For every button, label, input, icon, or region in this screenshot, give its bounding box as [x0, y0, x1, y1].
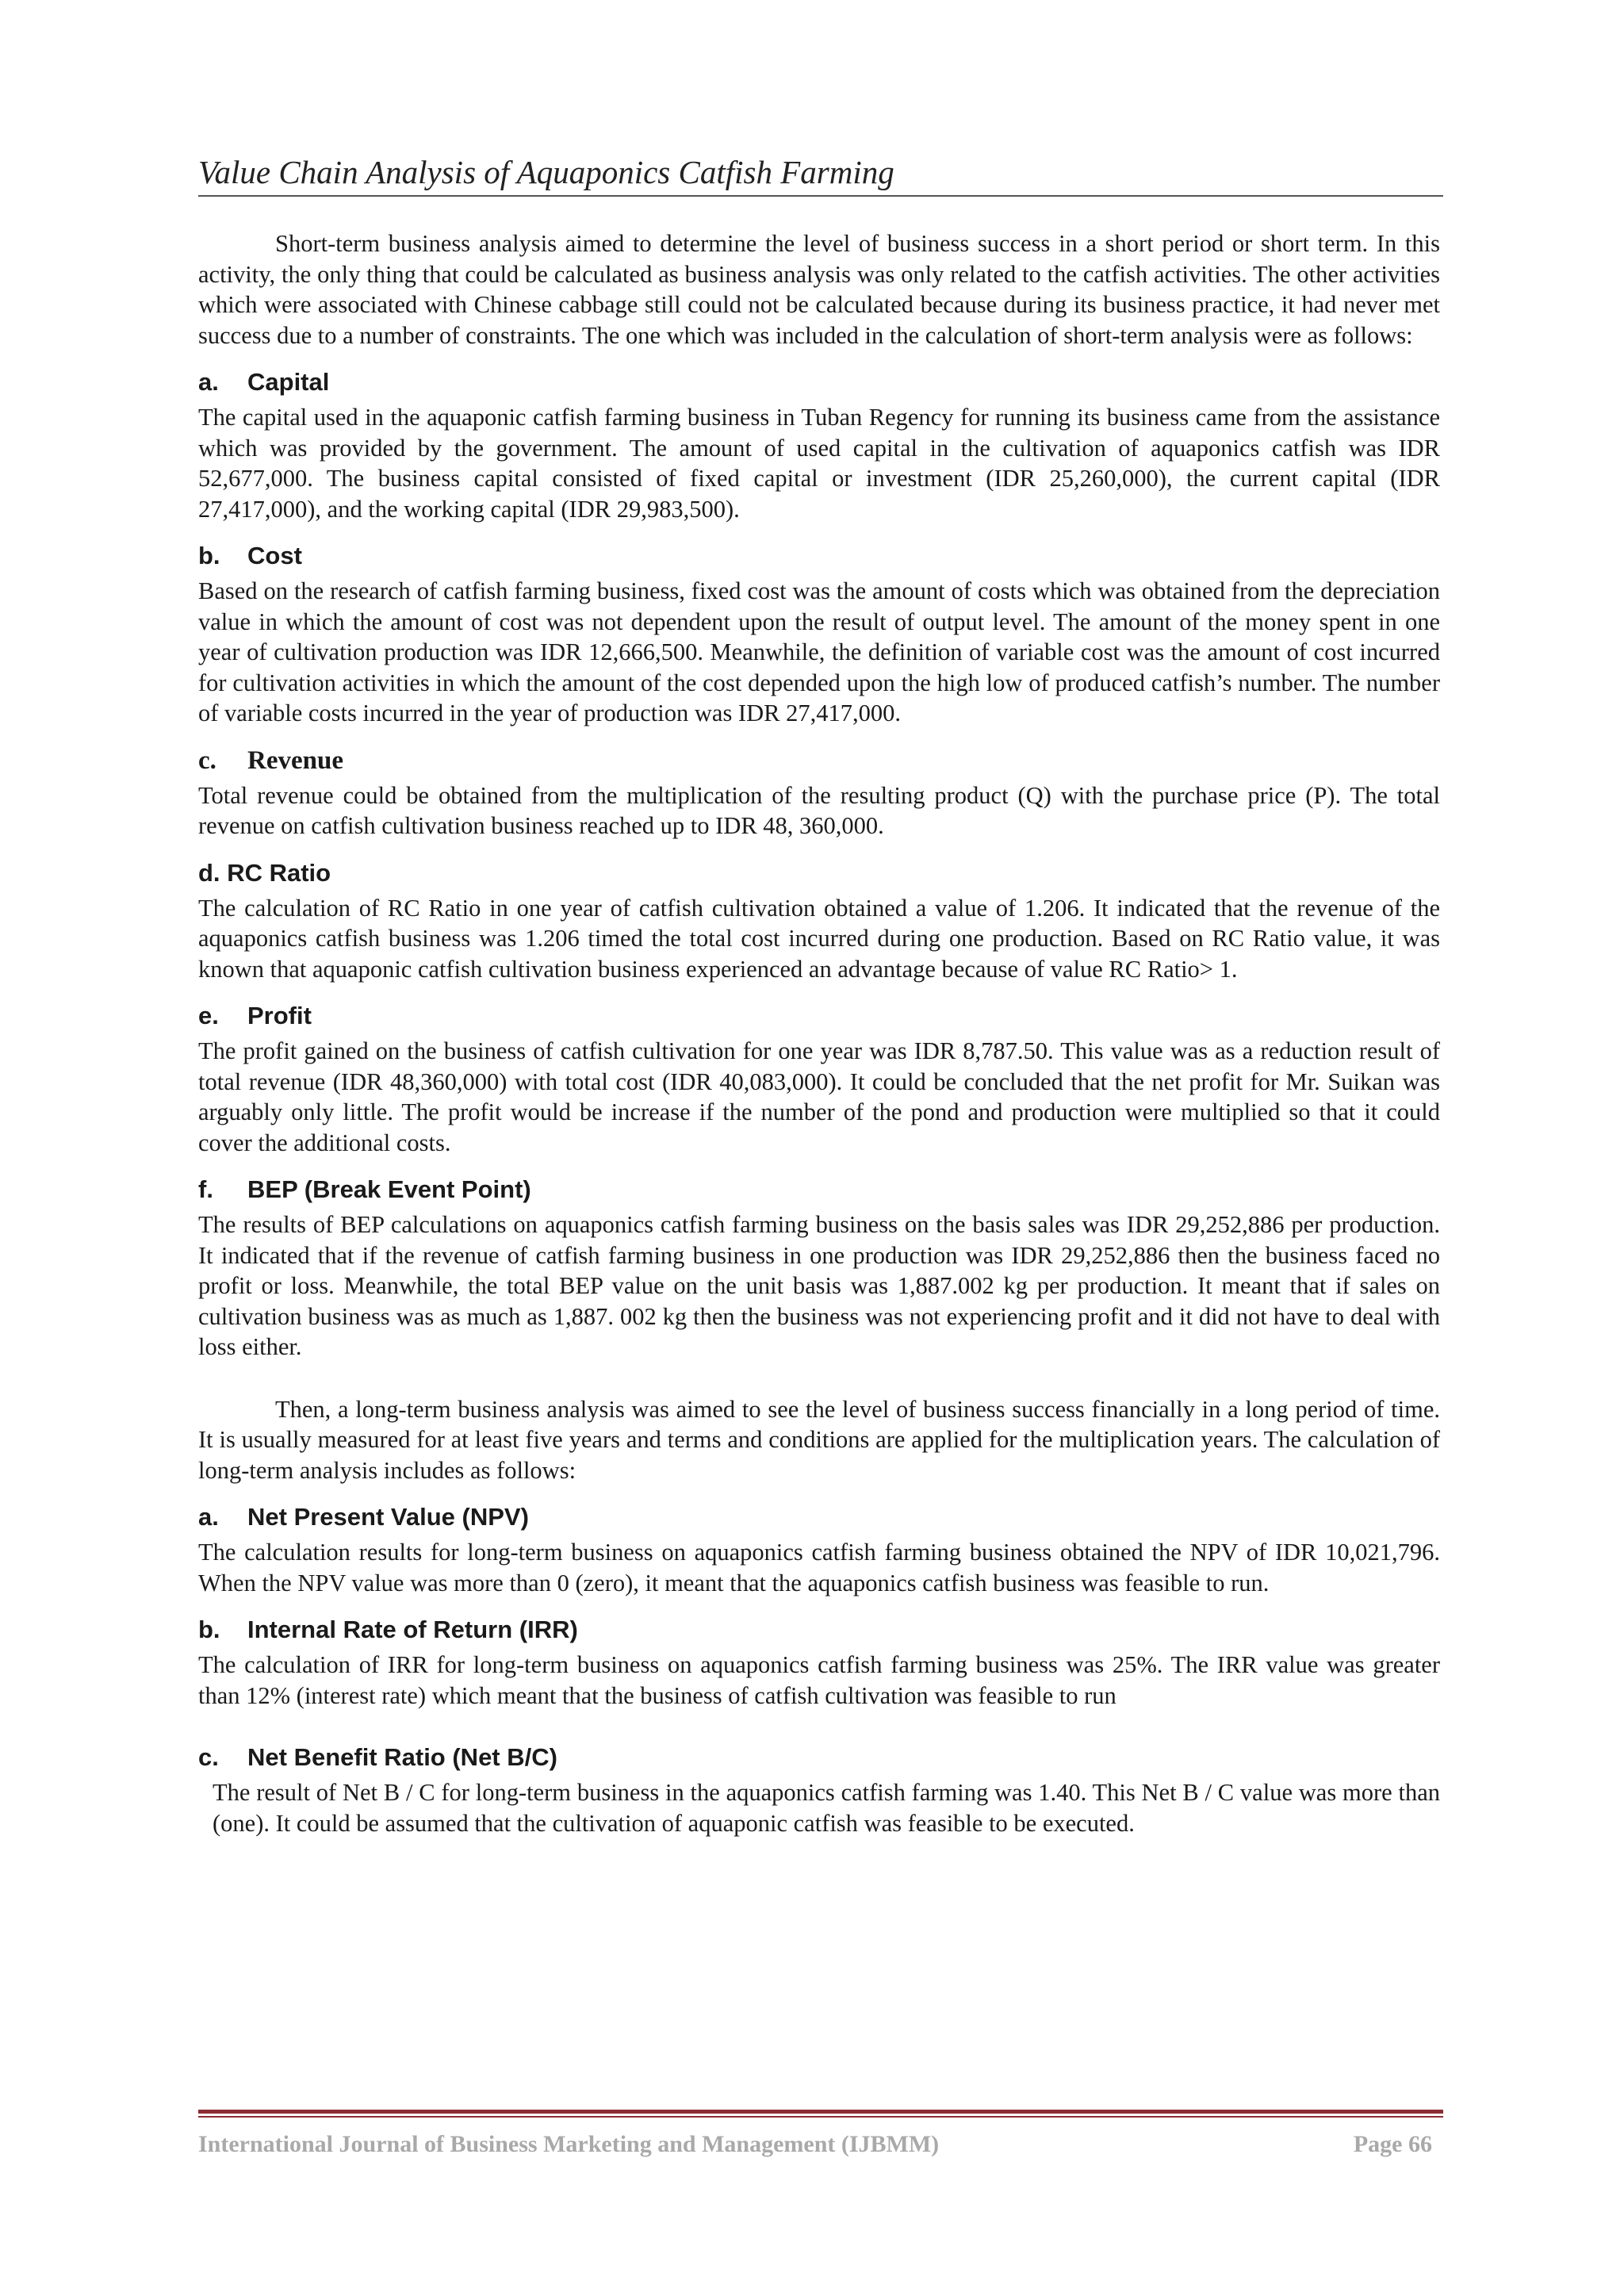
section-heading-bep — [198, 1175, 1440, 1205]
section-heading-npv — [198, 1502, 1440, 1532]
long-term-intro-paragraph: Then, a long-term business analysis was aimed to see the level of business success financially in a long period of time. It is usually measured for at least five years and terms and conditions are applied for the multiplication years. The calculation of long-term analysis includes as follows: — [198, 1395, 1440, 1484]
section-title: Net Benefit Ratio (Net B/C) — [247, 1743, 557, 1771]
footer-rule-thick — [198, 2110, 1443, 2114]
section-heading-net-bc — [198, 1742, 1440, 1773]
section-heading-cost — [198, 541, 1440, 571]
section-heading-profit — [198, 1001, 1440, 1031]
section-letter: b. — [198, 542, 220, 569]
section-body-net-bc: The result of Net B / C for long-term business in the aquaponics catfish farming was 1.40. This Net B / C value was more than (one). It could be assumed that the cultivation of aquaponic catfish was feasible to be executed. — [213, 1779, 1440, 1837]
section-letter: d. — [198, 858, 220, 887]
header-rule — [198, 195, 1443, 197]
section-title: Net Present Value (NPV) — [247, 1503, 529, 1531]
section-letter: a. — [198, 368, 219, 396]
footer-page-number: Page 66 — [1353, 2131, 1432, 2157]
section-title: Revenue — [247, 746, 343, 775]
section-title: BEP (Break Event Point) — [247, 1175, 531, 1203]
section-heading-rc-ratio — [198, 858, 1440, 888]
section-heading-capital — [198, 367, 1440, 397]
section-title: Cost — [247, 542, 302, 569]
section-body-npv: The calculation results for long-term business on aquaponics catfish farming business obtained the NPV of IDR 10,021,796. When the NPV value was more than 0 (zero), it meant that the aquaponics catfish business was feasible to run. — [198, 1539, 1440, 1596]
spacer — [198, 1363, 1440, 1394]
section-letter: c. — [198, 1743, 219, 1771]
section-body-capital: The capital used in the aquaponic catfish farming business in Tuban Regency for running its business came from the assistance which was provided by the government. The amount of used capital in the cultivation of aquaponics catfish was IDR 52,677,000. The business capital consisted of fixed capital or investment (IDR 25,260,000), the current capital (IDR 27,417,000), and the working capital (IDR 29,983,500). — [198, 404, 1440, 523]
section-heading-revenue — [198, 746, 1440, 776]
section-title: Internal Rate of Return (IRR) — [247, 1616, 578, 1643]
body-content — [198, 228, 1440, 1838]
section-body-irr: The calculation of IRR for long-term business on aquaponics catfish farming business was 25%. The IRR value was greater than 12% (interest rate) which meant that the business of catfish cultivation was feasible to run — [198, 1651, 1440, 1709]
section-letter: b. — [198, 1616, 220, 1643]
footer-rule-thin — [198, 2116, 1443, 2118]
section-letter: e. — [198, 1002, 219, 1029]
section-heading-irr — [198, 1615, 1440, 1645]
section-body-bep: The results of BEP calculations on aquaponics catfish farming business on the basis sales was IDR 29,252,886 per production. It indicated that if the revenue of catfish farming business in one production was IDR 29,252,886 then the business faced no profit or loss. Meanwhile, the total BEP value on the unit basis was 1,887.002 kg per production. It meant that if sales on cultivation business was as much as 1,887. 002 kg then the business was not experiencing profit and it did not have to deal with loss either. — [198, 1211, 1440, 1360]
running-title: Value Chain Analysis of Aquaponics Catfish Farming — [198, 154, 894, 190]
section-title: Capital — [247, 368, 330, 396]
section-body-profit: The profit gained on the business of catfish cultivation for one year was IDR 8,787.50. This value was as a reduction result of total revenue (IDR 48,360,000) with total cost (IDR 40,083,000). It could be concluded that the net profit for Mr. Suikan was arguably only little. The profit would be increase if the number of the pond and production were multiplied so that it could cover the additional costs. — [198, 1037, 1440, 1156]
intro-paragraph: Short-term business analysis aimed to determine the level of business success in a short period or short term. In this activity, the only thing that could be calculated as business analysis was only related to the catfish activities. The other activities which were associated with Chinese cabbage still could not be calculated because during its business practice, it had never met success due to a number of constraints. The one which was included in the calculation of short-term analysis were as follows: — [198, 230, 1440, 349]
section-letter: a. — [198, 1503, 219, 1531]
section-body-cost: Based on the research of catfish farming business, fixed cost was the amount of costs which was obtained from the depreciation value in which the amount of cost was not dependent upon the result of output level. The amount of the money spent in one year of cultivation production was IDR 12,666,500. Meanwhile, the definition of variable cost was the amount of cost incurred for cultivation activities in which the amount of the cost depended upon the high low of produced catfish’s number. The number of variable costs incurred in the year of production was IDR 27,417,000. — [198, 577, 1440, 726]
section-body-revenue: Total revenue could be obtained from the multiplication of the resulting product (Q) with the purchase price (P). The total revenue on catfish cultivation business reached up to IDR 48, 360,000. — [198, 781, 1440, 839]
section-letter: f. — [198, 1175, 213, 1203]
section-title: RC Ratio — [227, 858, 331, 887]
footer-journal-name: International Journal of Business Marketing and Management (IJBMM) — [198, 2131, 940, 2157]
section-body-rc-ratio: The calculation of RC Ratio in one year of catfish cultivation obtained a value of 1.206. It indicated that the revenue of the aquaponics catfish business was 1.206 timed the total cost incurred during one production. Based on RC Ratio value, it was known that aquaponic catfish cultivation business experienced an advantage because of value RC Ratio> 1. — [198, 894, 1440, 983]
section-title: Profit — [247, 1002, 312, 1029]
section-letter: c. — [198, 746, 216, 775]
